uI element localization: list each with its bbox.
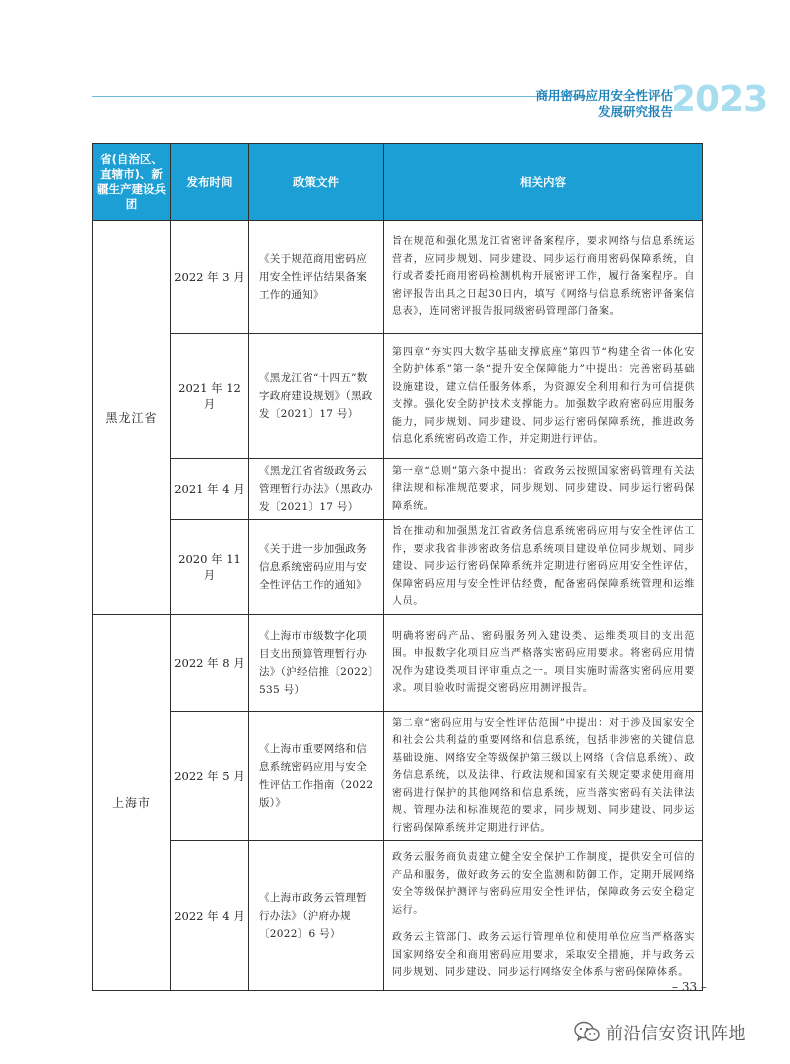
province-cell: 黑龙江省 — [93, 221, 171, 615]
report-title-line1: 商用密码应用安全性评估 — [535, 88, 673, 103]
table-row — [93, 520, 703, 615]
date-cell: 2022 年 3 月 — [171, 221, 249, 334]
date-cell: 2020 年 11 月 — [171, 520, 249, 615]
page-number: – 33 – — [672, 980, 707, 994]
col-header-content: 相关内容 — [384, 144, 703, 221]
watermark-text: 前沿信安资讯阵地 — [606, 1024, 746, 1044]
content-cell — [384, 221, 703, 334]
col-header-document: 政策文件 — [249, 144, 384, 221]
content-paragraph: 政务云服务商负责建立健全安全保护工作制度，提供安全可信的产品和服务，做好政务云的安全监测和防御工作，定期开展网络安全等级保护测评与密码应用安全性评估，保障政务云安全稳定运行。 — [392, 852, 695, 916]
table-row — [93, 334, 703, 459]
table-row — [93, 614, 703, 711]
col-header-date: 发布时间 — [171, 144, 249, 221]
watermark — [574, 1019, 746, 1044]
document-cell: 《黑龙江省省级政务云管理暂行办法》（黑政办发〔2021〕17 号） — [249, 459, 384, 520]
content-paragraph: 第四章“夯实四大数字基础支撑底座”第四节“构建全省一体化安全防护体系”第一条“提升安全保障能力”中提出：完善密码基础设施建设，建立信任服务体系，为资源安全利用和行为可信提供支撑。强化安全防护技术支撑能力。加强数字政府密码应用服务能力，同步规划、同步建设、同步运行密码保障系统，推进政务信息化系统密码改造工作，并定期进行评估。 — [392, 346, 695, 445]
content-paragraph: 政务云主管部门、政务云运行管理单位和使用单位应当严格落实国家网络安全和商用密码应用要求，采取安全措施，并与政务云同步规划、同步建设、同步运行网络安全体系与密码保障体系。 — [392, 932, 695, 979]
content-paragraph: 旨在推动和加强黑龙江省政务信息系统密码应用与安全性评估工作，要求我省非涉密政务信息系统项目建设单位同步规划、同步建设、同步运行密码保障系统并定期进行密码应用安全性评估，保障密码应用与安全性评估经费，配备密码保障系统管理和运维人员。 — [392, 526, 695, 607]
report-year: 2023 — [671, 79, 768, 120]
content-cell — [384, 614, 703, 711]
date-cell: 2021 年 4 月 — [171, 459, 249, 520]
province-cell: 上海市 — [93, 614, 171, 991]
document-cell: 《上海市重要网络和信息系统密码应用与安全性评估工作指南（2022 版）》 — [249, 711, 384, 841]
content-cell — [384, 711, 703, 841]
date-cell: 2022 年 4 月 — [171, 841, 249, 991]
table-row — [93, 221, 703, 334]
content-cell — [384, 520, 703, 615]
document-cell: 《上海市市级数字化项目支出预算管理暂行办法》（沪经信推〔2022〕535 号） — [249, 614, 384, 711]
content-paragraph: 旨在规范和强化黑龙江省密评备案程序，要求网络与信息系统运营者，应同步规划、同步建设、同步运行商用密码保障系统，自行或者委托商用密码检测机构开展密评工作，履行备案程序。自密评报告出具之日起30日内，填写《网络与信息系统密评备案信息表》，连同密评报告报同级密码管理部门备案。 — [392, 236, 695, 318]
table-row — [93, 459, 703, 520]
date-cell: 2022 年 5 月 — [171, 711, 249, 841]
col-header-province: 省(自治区、直辖市)、新疆生产建设兵团 — [93, 144, 171, 221]
table-row — [93, 841, 703, 991]
content-cell — [384, 459, 703, 520]
document-cell: 《关于进一步加强政务信息系统密码应用与安全性评估工作的通知》 — [249, 520, 384, 615]
content-paragraph: 第一章“总则”第六条中提出：省政务云按照国家密码管理有关法律法规和标准规范要求，同步规划、同步建设、同步运行密码保障系统。 — [392, 465, 695, 512]
wechat-icon — [574, 1021, 600, 1043]
report-title — [533, 88, 673, 120]
header-rule — [92, 96, 592, 97]
content-paragraph: 明确将密码产品、密码服务列入建设类、运维类项目的支出范围。申报数字化项目应当严格落实密码应用要求。将密码应用情况作为建设类项目评审重点之一。项目实施时需落实密码应用要求。项目验收时需提交密码应用测评报告。 — [392, 630, 695, 694]
content-cell — [384, 841, 703, 991]
content-paragraph: 第二章“密码应用与安全性评估范围”中提出：对于涉及国家安全和社会公共利益的重要网络和信息系统，包括非涉密的关键信息基础设施、网络安全等级保护第三级以上网络（含信息系统）、政务信息系统，以及法律、行政法规和国家有关规定要求使用商用密码进行保护的其他网络和信息系统，应当落实密码有关法律法规、管理办法和标准规范的要求，同步规划、同步建设、同步运行密码保障系统并定期进行评估。 — [392, 717, 695, 834]
date-cell: 2022 年 8 月 — [171, 614, 249, 711]
content-cell — [384, 334, 703, 459]
report-title-line2: 发展研究报告 — [597, 104, 673, 119]
table-header-row — [93, 144, 703, 221]
document-cell: 《上海市政务云管理暂行办法》（沪府办规〔2022〕6 号） — [249, 841, 384, 991]
document-cell: 《关于规范商用密码应用安全性评估结果备案工作的通知》 — [249, 221, 384, 334]
table-row — [93, 711, 703, 841]
document-cell: 《黑龙江省“十四五”数字政府建设规划》（黑政发〔2021〕17 号） — [249, 334, 384, 459]
date-cell: 2021 年 12 月 — [171, 334, 249, 459]
policy-table — [92, 143, 703, 991]
